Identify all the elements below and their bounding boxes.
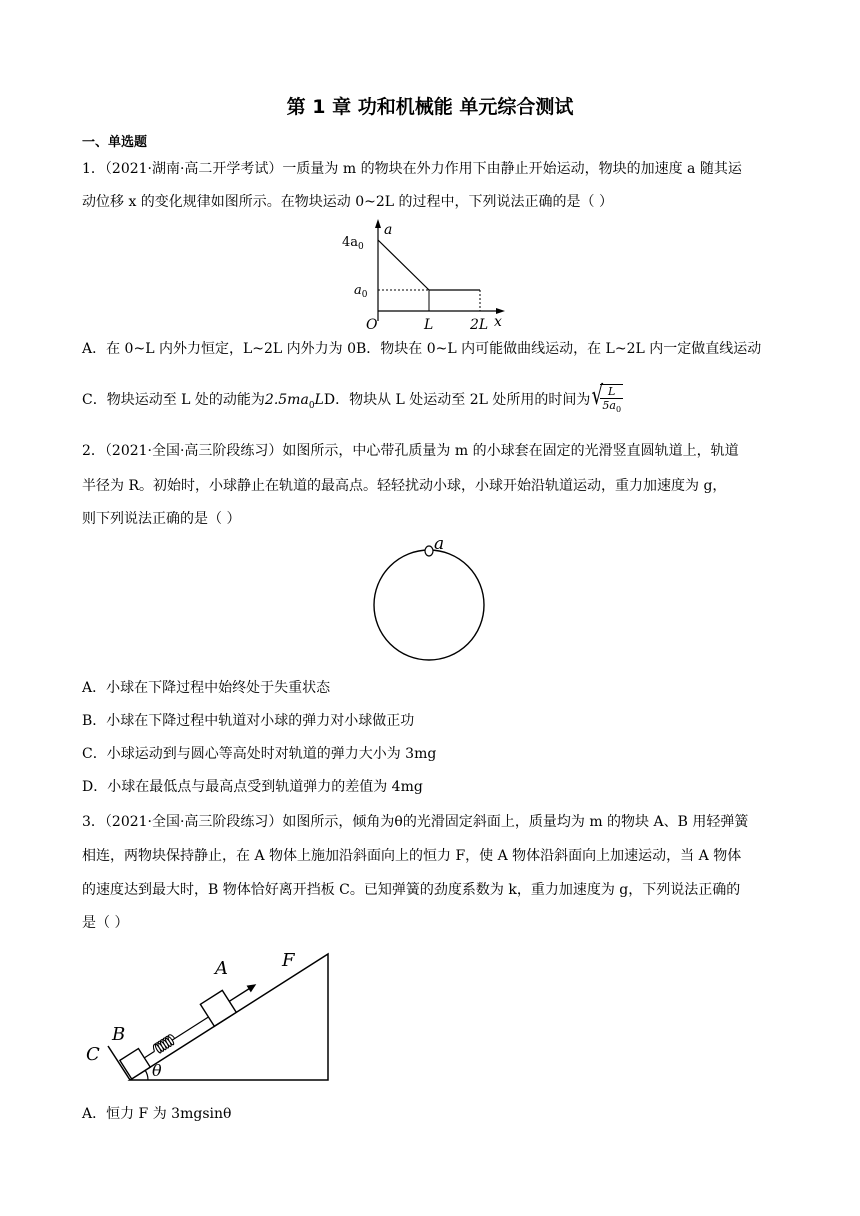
origin-label: O — [366, 317, 378, 333]
ball-label: a — [434, 534, 445, 554]
force-f-arrow — [229, 987, 251, 1001]
q3-stem-line-3: 的速度达到最大时，B 物体恰好离开挡板 C。已知弹簧的劲度系数为 k，重力加速度为 g，下列说法正确的 — [82, 882, 741, 898]
circular-track — [374, 550, 484, 660]
q2-option-c: C．小球运动到与圆心等高处时对轨道的弹力大小为 3mg — [82, 746, 437, 762]
label-a: A — [215, 958, 228, 979]
theta-label: θ — [152, 1061, 162, 1080]
y-tick-a0: $a_0$ — [354, 283, 368, 300]
x-tick-L: L — [424, 317, 434, 333]
x-axis-label: x — [494, 314, 502, 330]
spring — [141, 1012, 211, 1062]
q3-stem-line-1: 3．（2021·全国·高三阶段练习）如图所示，倾角为θ的光滑固定斜面上，质量均为 m 的物块 A、B 用轻弹簧 — [82, 814, 749, 830]
block-b — [120, 1049, 150, 1079]
label-f: F — [282, 950, 295, 971]
label-b: B — [112, 1024, 126, 1045]
y-axis-arrow — [375, 219, 381, 228]
q3-incline-figure — [80, 942, 340, 1092]
section-heading: 一、单选题 — [82, 135, 148, 150]
q2-stem-line-2: 半径为 R。初始时，小球静止在轨道的最高点。轻轻扰动小球，小球开始沿轨道运动，重力加速度为 g， — [82, 478, 727, 494]
block-a — [200, 973, 263, 1026]
label-c: C — [86, 1044, 100, 1065]
q2-option-b: B．小球在下降过程中轨道对小球的弹力对小球做正功 — [82, 713, 415, 729]
angle-arc — [145, 1070, 148, 1080]
q1-options-ab: A．在 0~L 内外力恒定，L~2L 内外力为 0B．物块在 0~L 内可能做曲线运动，在 L~2L 内一定做直线运动 — [82, 341, 762, 357]
decreasing-segment — [378, 240, 429, 290]
ball — [425, 546, 433, 556]
q2-option-a: A．小球在下降过程中始终处于失重状态 — [82, 680, 331, 696]
y-tick-4a0: $4a_0$ — [342, 235, 364, 252]
q2-circular-track-figure — [370, 532, 500, 662]
q1-stem-line-1: 1．（2021·湖南·高二开学考试）一质量为 m 的物块在外力作用下由静止开始运动，物块的加速度 a 随其运 — [82, 161, 742, 177]
x-tick-2L: 2L — [470, 317, 489, 333]
q1-option-d-sqrt: √ $\frac{L}{5a_0}$ — [590, 384, 623, 416]
q3-stem-line-4: 是（ ） — [82, 915, 129, 931]
q3-stem-line-2: 相连，两物块保持静止，在 A 物体上施加沿斜面向上的恒力 F，使 A 物体沿斜面向上加速运动，当 A 物体 — [82, 848, 742, 864]
q2-stem-line-3: 则下列说法正确的是（ ） — [82, 511, 241, 527]
q1-stem-line-2: 动位移 x 的变化规律如图所示。在物块运动 0~2L 的过程中，下列说法正确的是（ ） — [82, 194, 613, 210]
q1-option-c-text: C．物块运动至 L 处的动能为 — [82, 392, 265, 409]
page-title: 第 1 章 功和机械能 单元综合测试 — [286, 96, 574, 118]
y-axis-label: a — [384, 222, 393, 238]
q1-option-c-value: $2.5ma_0L$ — [264, 392, 324, 411]
q2-stem-line-1: 2．（2021·全国·高三阶段练习）如图所示，中心带孔质量为 m 的小球套在固定的光滑竖直圆轨道上，轨道 — [82, 443, 739, 459]
q1-acceleration-graph — [340, 216, 520, 336]
q3-option-a: A．恒力 F 为 3mgsinθ — [82, 1106, 232, 1122]
q1-options-cd — [82, 384, 623, 416]
q1-option-d-text: D．物块从 L 处运动至 2L 处所用的时间为 — [323, 392, 591, 409]
q2-option-d: D．小球在最低点与最高点受到轨道弹力的差值为 4mg — [82, 779, 423, 795]
